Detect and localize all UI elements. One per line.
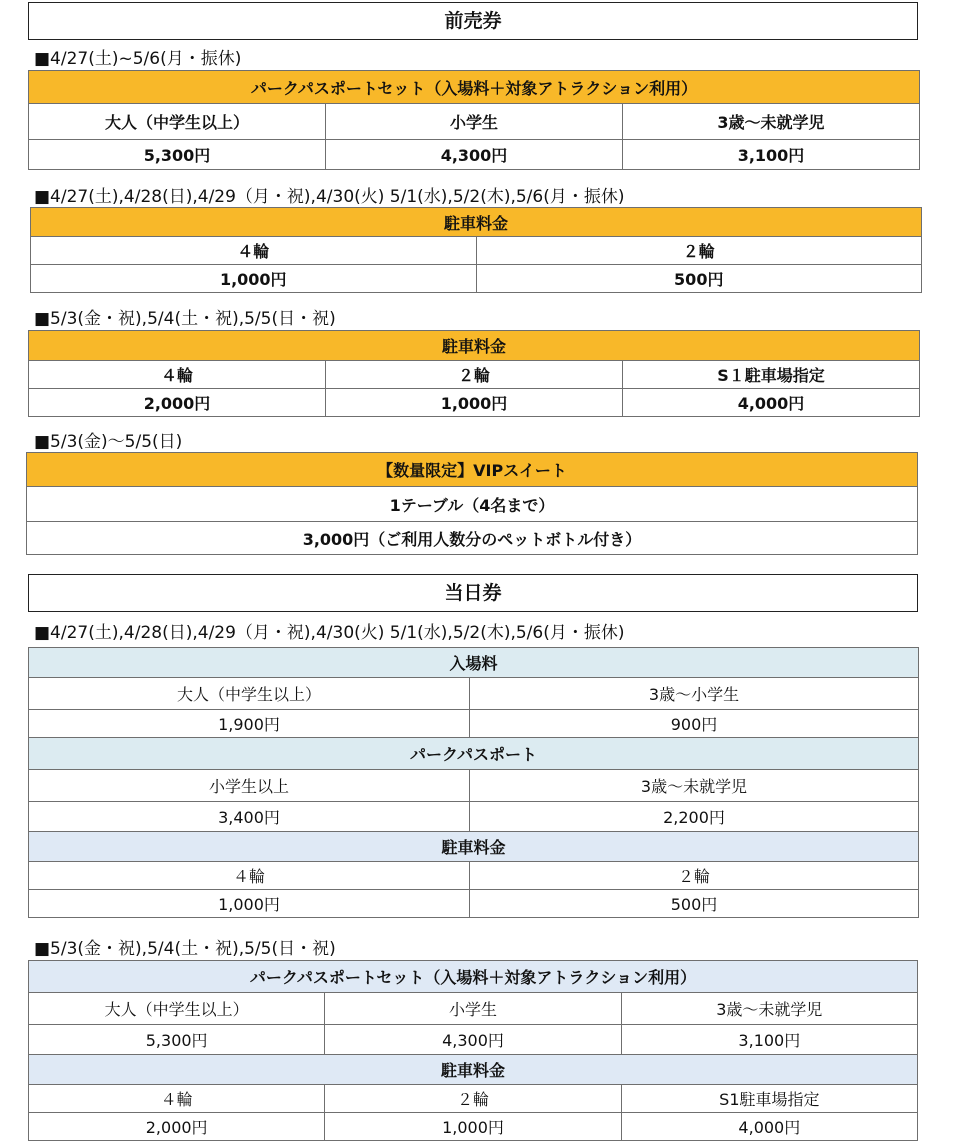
column-label: 小学生以上 <box>29 770 470 802</box>
presale-header: 前売券 <box>28 2 918 40</box>
sameday-main-table <box>28 647 919 918</box>
column-label: ２輪 <box>476 237 922 265</box>
column-label: ４輪 <box>29 862 470 890</box>
price-cell: 1,000円 <box>29 890 470 918</box>
sameday-header: 当日券 <box>28 574 918 612</box>
column-label: ２輪 <box>326 361 623 389</box>
table-title: 駐車料金 <box>31 208 922 237</box>
price-cell: 1,000円 <box>325 1113 621 1141</box>
vip-detail: 1テーブル（4名まで） <box>27 487 918 522</box>
sameday-weekend-table <box>28 960 918 1141</box>
price-cell: 2,200円 <box>470 802 919 832</box>
price-cell: 2,000円 <box>29 1113 325 1141</box>
passport-title: パークパスポート <box>29 738 919 770</box>
price-cell: 500円 <box>476 265 922 293</box>
price-cell: 4,300円 <box>325 1025 621 1055</box>
parking-title: 駐車料金 <box>29 1055 918 1085</box>
presale-parking-table-1 <box>30 207 922 293</box>
price-cell: 1,000円 <box>326 389 623 417</box>
price-cell: 4,000円 <box>623 389 920 417</box>
price-cell: 5,300円 <box>29 1025 325 1055</box>
column-label: ２輪 <box>325 1085 621 1113</box>
price-cell: 900円 <box>470 710 919 738</box>
sameday-date-1: ■4/27(土),4/28(日),4/29（月・祝),4/30(火) 5/1(水),5/2(木),5/6(月・振休) <box>34 623 625 643</box>
presale-passport-set-table <box>28 70 920 170</box>
column-label: ４輪 <box>29 361 326 389</box>
column-label: 3歳～未就学児 <box>621 993 917 1025</box>
column-label: 大人（中学生以上） <box>29 104 326 140</box>
column-label: ４輪 <box>31 237 477 265</box>
column-label: 3歳～未就学児 <box>470 770 919 802</box>
column-label: ４輪 <box>29 1085 325 1113</box>
price-cell: 4,000円 <box>621 1113 917 1141</box>
vip-price: 3,000円（ご利用人数分のペットボトル付き） <box>27 522 918 555</box>
price-cell: 1,900円 <box>29 710 470 738</box>
column-label: 小学生 <box>326 104 623 140</box>
presale-date-4: ■5/3(金)～5/5(日) <box>34 432 183 452</box>
column-label: S１駐車場指定 <box>623 361 920 389</box>
column-label: 3歳～小学生 <box>470 678 919 710</box>
presale-date-1: ■4/27(土)~5/6(月・振休) <box>34 49 242 69</box>
column-label: ２輪 <box>470 862 919 890</box>
price-cell: 3,100円 <box>621 1025 917 1055</box>
price-cell: 2,000円 <box>29 389 326 417</box>
price-cell: 1,000円 <box>31 265 477 293</box>
presale-date-2: ■4/27(土),4/28(日),4/29（月・祝),4/30(火) 5/1(水),5/2(木),5/6(月・振休) <box>34 187 625 207</box>
admission-title: 入場料 <box>29 648 919 678</box>
column-label: 3歳～未就学児 <box>623 104 920 140</box>
price-cell: 5,300円 <box>29 140 326 170</box>
presale-vip-table <box>26 452 918 555</box>
passport-set-title: パークパスポートセット（入場料＋対象アトラクション利用） <box>29 961 918 993</box>
price-cell: 3,100円 <box>623 140 920 170</box>
price-cell: 500円 <box>470 890 919 918</box>
parking-title: 駐車料金 <box>29 832 919 862</box>
sameday-date-2: ■5/3(金・祝),5/4(土・祝),5/5(日・祝) <box>34 939 336 959</box>
column-label: 大人（中学生以上） <box>29 678 470 710</box>
price-cell: 3,400円 <box>29 802 470 832</box>
price-cell: 4,300円 <box>326 140 623 170</box>
column-label: S1駐車場指定 <box>621 1085 917 1113</box>
table-title: 【数量限定】VIPスイート <box>27 453 918 487</box>
table-title: パークパスポートセット（入場料＋対象アトラクション利用） <box>29 71 920 104</box>
table-title: 駐車料金 <box>29 331 920 361</box>
presale-parking-table-2 <box>28 330 920 417</box>
column-label: 大人（中学生以上） <box>29 993 325 1025</box>
column-label: 小学生 <box>325 993 621 1025</box>
presale-date-3: ■5/3(金・祝),5/4(土・祝),5/5(日・祝) <box>34 309 336 329</box>
